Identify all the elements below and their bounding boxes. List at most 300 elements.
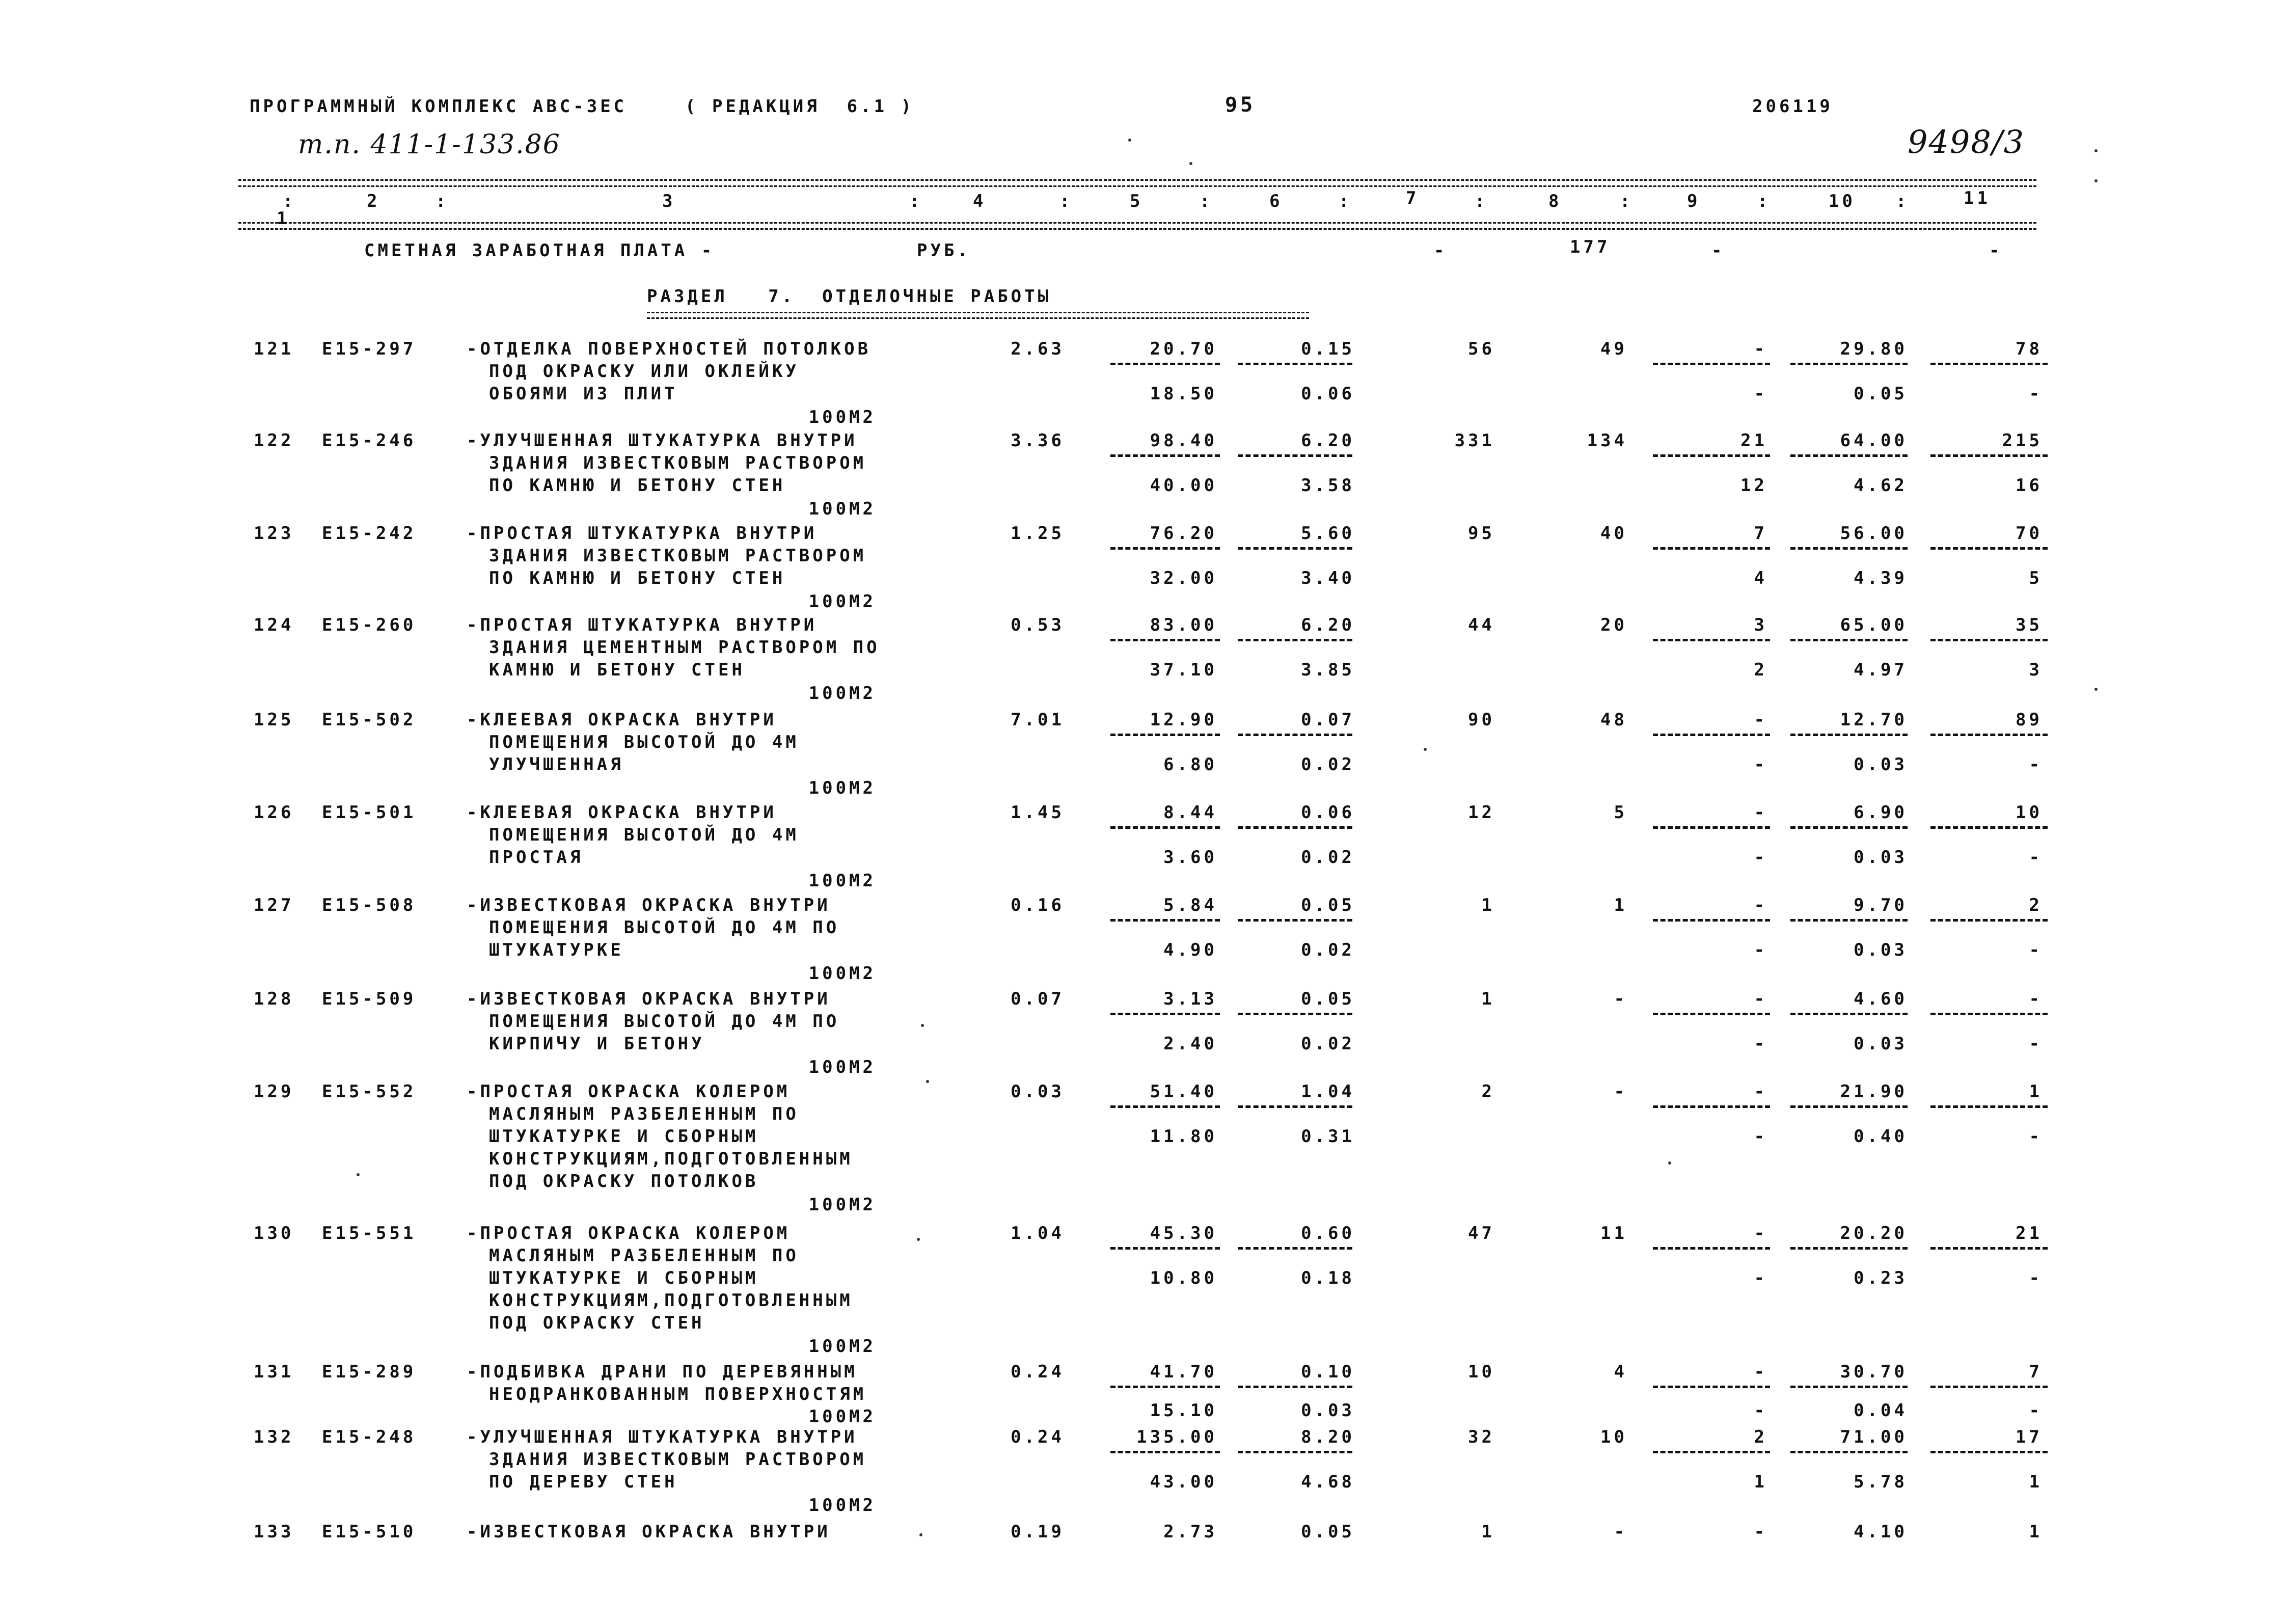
row-rule — [1653, 1105, 1770, 1108]
row-c6-top: 8.20 — [1301, 1427, 1355, 1447]
row-c11-top: 17 — [2016, 1427, 2043, 1447]
row-rule — [1790, 826, 1908, 829]
row-c10-top: 56.00 — [1840, 523, 1908, 544]
row-rule — [1110, 1013, 1220, 1015]
row-rule — [1653, 454, 1770, 457]
row-c9-top: - — [1754, 1081, 1767, 1102]
row-c11-bottom: - — [2029, 1268, 2043, 1288]
row-unit: 100М2 — [808, 1195, 876, 1215]
row-description-line: ПОМЕЩЕНИЯ ВЫСОТОЙ ДО 4М ПО — [489, 1011, 840, 1032]
row-code: E15-501 — [322, 802, 417, 823]
row-c8: 134 — [1587, 430, 1627, 451]
row-c5-top: 41.70 — [1150, 1362, 1217, 1382]
separator: : — [1475, 191, 1488, 211]
row-c5-bottom: 18.50 — [1150, 384, 1217, 404]
row-rule — [1790, 547, 1908, 550]
row-rule — [1790, 363, 1908, 365]
row-rule — [1110, 1451, 1220, 1453]
row-c9-top: - — [1754, 710, 1767, 730]
row-rule — [1790, 1013, 1908, 1015]
row-c8: - — [1614, 1081, 1627, 1102]
scan-speck — [919, 1533, 922, 1536]
row-code: E15-552 — [322, 1081, 417, 1102]
row-c6-bottom: 3.58 — [1301, 475, 1355, 496]
row-rule — [1930, 547, 2048, 550]
sheet-number: 9498/3 — [1908, 123, 2025, 160]
row-c6-bottom: 4.68 — [1301, 1472, 1355, 1492]
scan-speck — [917, 1238, 920, 1241]
row-rule — [1653, 1013, 1770, 1015]
row-rule — [1930, 919, 2048, 922]
row-c11-bottom: - — [2029, 754, 2043, 775]
row-c7: 56 — [1468, 339, 1495, 359]
scan-speck — [1189, 162, 1192, 165]
row-rule — [1110, 826, 1220, 829]
row-unit: 100М2 — [808, 1057, 876, 1077]
row-c8: - — [1614, 1522, 1627, 1542]
row-description-line: ПОД ОКРАСКУ ИЛИ ОКЛЕЙКУ — [489, 361, 799, 382]
row-description-line: -КЛЕЕВАЯ ОКРАСКА ВНУТРИ — [467, 710, 777, 730]
row-c11-bottom: 3 — [2029, 660, 2043, 680]
row-description-line: ЗДАНИЯ ИЗВЕСТКОВЫМ РАСТВОРОМ — [489, 1449, 867, 1470]
row-rule — [1238, 1013, 1352, 1015]
row-c11-bottom: - — [2029, 940, 2043, 960]
row-description-line: КОНСТРУКЦИЯМ,ПОДГОТОВЛЕННЫМ — [489, 1149, 853, 1169]
row-c7: 44 — [1468, 615, 1495, 635]
row-c7: 95 — [1468, 523, 1495, 544]
scan-speck — [2094, 688, 2098, 691]
row-rule — [1110, 1105, 1220, 1108]
row-description-line: ПОМЕЩЕНИЯ ВЫСОТОЙ ДО 4М ПО — [489, 917, 840, 938]
row-rule — [1238, 547, 1352, 550]
row-c10-bottom: 0.03 — [1854, 940, 1908, 960]
row-c6-bottom: 3.40 — [1301, 568, 1355, 588]
row-c7: 1 — [1481, 895, 1495, 915]
row-c5-top: 51.40 — [1150, 1081, 1217, 1102]
row-c9-bottom: 4 — [1754, 568, 1767, 588]
row-c11-bottom: - — [2029, 1034, 2043, 1054]
column-11: 11 — [1964, 188, 1991, 208]
row-rule — [1790, 1247, 1908, 1250]
row-code: E15-260 — [322, 615, 417, 635]
separator: : — [1200, 191, 1213, 211]
row-c6-top: 0.05 — [1301, 895, 1355, 915]
row-description-line: КОНСТРУКЦИЯМ,ПОДГОТОВЛЕННЫМ — [489, 1290, 853, 1311]
row-c9-top: - — [1754, 1223, 1767, 1243]
row-code: E15-248 — [322, 1427, 417, 1447]
scan-speck — [357, 1173, 360, 1176]
row-rule — [1790, 1105, 1908, 1108]
row-c9-bottom: - — [1754, 1268, 1767, 1288]
row-rule — [1930, 639, 2048, 641]
row-c10-bottom: 0.40 — [1854, 1126, 1908, 1147]
row-c10-top: 29.80 — [1840, 339, 1908, 359]
row-rule — [1790, 1451, 1908, 1453]
row-rule — [1790, 734, 1908, 736]
row-rule — [1930, 1013, 2048, 1015]
separator: : — [1059, 191, 1073, 211]
row-c10-top: 9.70 — [1854, 895, 1908, 915]
scan-speck — [926, 1080, 929, 1083]
row-c8: 49 — [1600, 339, 1627, 359]
separator: : — [1896, 191, 1910, 211]
scan-speck — [1128, 139, 1131, 142]
row-rule — [1110, 734, 1220, 736]
row-description-line: МАСЛЯНЫМ РАЗБЕЛЕННЫМ ПО — [489, 1246, 799, 1266]
row-c5-top: 45.30 — [1150, 1223, 1217, 1243]
row-quantity: 7.01 — [1011, 710, 1065, 730]
row-c5-top: 76.20 — [1150, 523, 1217, 544]
row-rule — [1930, 1386, 2048, 1388]
row-rule — [1110, 919, 1220, 922]
row-c10-bottom: 0.04 — [1854, 1400, 1908, 1421]
row-description-line: КИРПИЧУ И БЕТОНУ — [489, 1034, 705, 1054]
row-code: E15-242 — [322, 523, 417, 544]
row-c10-top: 65.00 — [1840, 615, 1908, 635]
separator: : — [1339, 191, 1352, 211]
row-c10-bottom: 4.62 — [1854, 475, 1908, 496]
row-number: 125 — [254, 710, 294, 730]
row-rule — [1110, 363, 1220, 365]
row-number: 129 — [254, 1081, 294, 1102]
row-description-line: НЕОДРАНКОВАННЫМ ПОВЕРХНОСТЯМ — [489, 1384, 867, 1404]
row-rule — [1930, 454, 2048, 457]
row-description-line: -ПРОСТАЯ ШТУКАТУРКА ВНУТРИ — [467, 615, 818, 635]
row-c7: 47 — [1468, 1223, 1495, 1243]
row-unit: 100М2 — [808, 1336, 876, 1357]
row-rule — [1653, 639, 1770, 641]
row-c5-bottom: 11.80 — [1150, 1126, 1217, 1147]
row-c5-top: 135.00 — [1136, 1427, 1217, 1447]
row-c10-top: 6.90 — [1854, 802, 1908, 823]
row-c11-top: 89 — [2016, 710, 2043, 730]
row-unit: 100М2 — [808, 499, 876, 519]
row-description-line: -ИЗВЕСТКОВАЯ ОКРАСКА ВНУТРИ — [467, 895, 831, 915]
row-c9-bottom: 12 — [1740, 475, 1767, 496]
row-quantity: 0.03 — [1011, 1081, 1065, 1102]
row-rule — [1238, 1247, 1352, 1250]
row-c5-bottom: 4.90 — [1163, 940, 1217, 960]
row-c9-bottom: - — [1754, 940, 1767, 960]
row-c6-bottom: 0.03 — [1301, 1400, 1355, 1421]
row-rule — [1930, 363, 2048, 365]
row-description-line: -ПРОСТАЯ ОКРАСКА КОЛЕРОМ — [467, 1081, 791, 1102]
section-title: РАЗДЕЛ 7. ОТДЕЛОЧНЫЕ РАБОТЫ — [647, 286, 1052, 307]
row-rule — [1238, 454, 1352, 457]
row-description-line: КАМНЮ И БЕТОНУ СТЕН — [489, 660, 745, 680]
row-quantity: 0.24 — [1011, 1427, 1065, 1447]
row-c10-bottom: 0.05 — [1854, 384, 1908, 404]
row-description-line: ПОД ОКРАСКУ СТЕН — [489, 1313, 705, 1333]
row-c11-top: 2 — [2029, 895, 2043, 915]
row-description-line: ШТУКАТУРКЕ — [489, 940, 624, 960]
row-rule — [1653, 1386, 1770, 1388]
row-c5-top: 12.90 — [1150, 710, 1217, 730]
row-unit: 100М2 — [808, 1495, 876, 1515]
row-description-line: ПО КАМНЮ И БЕТОНУ СТЕН — [489, 475, 786, 496]
row-c11-top: 21 — [2016, 1223, 2043, 1243]
row-number: 131 — [254, 1362, 294, 1382]
row-description-line: -ПРОСТАЯ ШТУКАТУРКА ВНУТРИ — [467, 523, 818, 544]
row-number: 126 — [254, 802, 294, 823]
row-c5-bottom: 15.10 — [1150, 1400, 1217, 1421]
row-rule — [1110, 454, 1220, 457]
row-c11-top: - — [2029, 989, 2043, 1009]
row-c10-bottom: 0.03 — [1854, 754, 1908, 775]
column-3: 3 — [662, 191, 676, 211]
column-5: 5 — [1130, 191, 1144, 211]
row-rule — [1653, 1247, 1770, 1250]
wage-unit: РУБ. — [917, 240, 971, 261]
row-description-line: ЗДАНИЯ ИЗВЕСТКОВЫМ РАСТВОРОМ — [489, 546, 867, 566]
row-description-line: ЗДАНИЯ ИЗВЕСТКОВЫМ РАСТВОРОМ — [489, 453, 867, 473]
row-code: E15-502 — [322, 710, 417, 730]
row-rule — [1238, 1386, 1352, 1388]
row-c6-top: 6.20 — [1301, 430, 1355, 451]
row-c5-bottom: 6.80 — [1163, 754, 1217, 775]
wage-c11: - — [1989, 240, 2003, 261]
row-code: E15-508 — [322, 895, 417, 915]
scan-speck — [2094, 179, 2098, 182]
row-c6-top: 5.60 — [1301, 523, 1355, 544]
row-c6-bottom: 0.31 — [1301, 1126, 1355, 1147]
row-c9-top: - — [1754, 802, 1767, 823]
separator: : — [283, 191, 296, 211]
column-6: 6 — [1269, 191, 1283, 211]
row-c9-top: - — [1754, 339, 1767, 359]
row-unit: 100М2 — [808, 591, 876, 612]
row-c9-top: 2 — [1754, 1427, 1767, 1447]
row-c9-bottom: - — [1754, 754, 1767, 775]
row-number: 122 — [254, 430, 294, 451]
edition-label: ( РЕДАКЦИЯ 6.1 ) — [685, 96, 914, 117]
row-c8: 4 — [1614, 1362, 1627, 1382]
row-c10-top: 30.70 — [1840, 1362, 1908, 1382]
row-description-line: -ИЗВЕСТКОВАЯ ОКРАСКА ВНУТРИ — [467, 1522, 831, 1542]
row-number: 130 — [254, 1223, 294, 1243]
row-quantity: 1.25 — [1011, 523, 1065, 544]
row-rule — [1790, 454, 1908, 457]
row-rule — [1930, 1451, 2048, 1453]
row-number: 124 — [254, 615, 294, 635]
row-quantity: 0.16 — [1011, 895, 1065, 915]
row-description-line: ПОМЕЩЕНИЯ ВЫСОТОЙ ДО 4М — [489, 732, 799, 752]
row-c11-top: 215 — [2002, 430, 2043, 451]
row-c10-top: 4.60 — [1854, 989, 1908, 1009]
row-rule — [1930, 1247, 2048, 1250]
row-c8: 20 — [1600, 615, 1627, 635]
row-c9-bottom: - — [1754, 847, 1767, 868]
row-rule — [1790, 639, 1908, 641]
row-rule — [1110, 1386, 1220, 1388]
row-c11-top: 78 — [2016, 339, 2043, 359]
row-description-line: -ИЗВЕСТКОВАЯ ОКРАСКА ВНУТРИ — [467, 989, 831, 1009]
row-rule — [1238, 734, 1352, 736]
row-c6-bottom: 0.02 — [1301, 1034, 1355, 1054]
row-number: 123 — [254, 523, 294, 544]
row-quantity: 0.19 — [1011, 1522, 1065, 1542]
row-c10-bottom: 0.03 — [1854, 847, 1908, 868]
row-description-line: ЗДАНИЯ ЦЕМЕНТНЫМ РАСТВОРОМ ПО — [489, 637, 880, 658]
project-number: т.п. 411-1-133.86 — [298, 129, 561, 160]
row-quantity: 0.07 — [1011, 989, 1065, 1009]
row-description-line: ПРОСТАЯ — [489, 847, 584, 868]
row-c10-bottom: 0.23 — [1854, 1268, 1908, 1288]
row-c6-top: 0.10 — [1301, 1362, 1355, 1382]
row-c9-bottom: - — [1754, 384, 1767, 404]
row-c10-top: 12.70 — [1840, 710, 1908, 730]
row-c5-top: 2.73 — [1163, 1522, 1217, 1542]
row-c5-top: 5.84 — [1163, 895, 1217, 915]
scan-speck — [921, 1024, 924, 1027]
row-c5-top: 3.13 — [1163, 989, 1217, 1009]
column-4: 4 — [973, 191, 987, 211]
row-code: E15-510 — [322, 1522, 417, 1542]
row-description-line: ОБОЯМИ ИЗ ПЛИТ — [489, 384, 678, 404]
row-rule — [1238, 1451, 1352, 1453]
separator: : — [1620, 191, 1634, 211]
page-number: 95 — [1225, 93, 1256, 117]
row-code: E15-246 — [322, 430, 417, 451]
row-c7: 90 — [1468, 710, 1495, 730]
row-c8: 10 — [1600, 1427, 1627, 1447]
row-c11-bottom: - — [2029, 1400, 2043, 1421]
row-c7: 12 — [1468, 802, 1495, 823]
row-number: 121 — [254, 339, 294, 359]
row-c6-top: 0.05 — [1301, 1522, 1355, 1542]
row-number: 133 — [254, 1522, 294, 1542]
header-rule-top — [238, 179, 2036, 187]
row-c9-top: 7 — [1754, 523, 1767, 544]
row-c6-top: 0.06 — [1301, 802, 1355, 823]
row-description-line: МАСЛЯНЫМ РАЗБЕЛЕННЫМ ПО — [489, 1104, 799, 1124]
row-code: E15-289 — [322, 1362, 417, 1382]
row-c6-top: 0.60 — [1301, 1223, 1355, 1243]
scan-speck — [1668, 1161, 1671, 1165]
row-c7: 1 — [1481, 1522, 1495, 1542]
row-c11-bottom: - — [2029, 847, 2043, 868]
row-c11-bottom: - — [2029, 384, 2043, 404]
row-quantity: 0.53 — [1011, 615, 1065, 635]
row-c10-top: 64.00 — [1840, 430, 1908, 451]
row-description-line: ШТУКАТУРКЕ И СБОРНЫМ — [489, 1126, 759, 1147]
row-c9-bottom: - — [1754, 1400, 1767, 1421]
row-c10-bottom: 4.39 — [1854, 568, 1908, 588]
row-c5-bottom: 3.60 — [1163, 847, 1217, 868]
row-rule — [1110, 639, 1220, 641]
row-c9-bottom: 1 — [1754, 1472, 1767, 1492]
row-c6-bottom: 3.85 — [1301, 660, 1355, 680]
row-c10-top: 20.20 — [1840, 1223, 1908, 1243]
row-rule — [1790, 1386, 1908, 1388]
wage-c9: - — [1711, 240, 1725, 261]
row-description-line: ПОД ОКРАСКУ ПОТОЛКОВ — [489, 1171, 759, 1192]
column-2: 2 — [367, 191, 380, 211]
row-unit: 100М2 — [808, 778, 876, 798]
row-description-line: ПО КАМНЮ И БЕТОНУ СТЕН — [489, 568, 786, 588]
row-c10-bottom: 4.97 — [1854, 660, 1908, 680]
row-c9-top: 21 — [1740, 430, 1767, 451]
row-rule — [1653, 547, 1770, 550]
row-c11-top: 1 — [2029, 1081, 2043, 1102]
row-rule — [1930, 826, 2048, 829]
row-c6-bottom: 0.02 — [1301, 940, 1355, 960]
row-description-line: ПО ДЕРЕВУ СТЕН — [489, 1472, 678, 1492]
row-quantity: 1.04 — [1011, 1223, 1065, 1243]
row-c10-top: 21.90 — [1840, 1081, 1908, 1102]
wage-label: СМЕТНАЯ ЗАРАБОТНАЯ ПЛАТА - — [364, 240, 715, 261]
row-quantity: 0.24 — [1011, 1362, 1065, 1382]
row-c6-top: 0.05 — [1301, 989, 1355, 1009]
column-1: 1 — [276, 208, 290, 229]
row-c11-top: 35 — [2016, 615, 2043, 635]
row-rule — [1238, 639, 1352, 641]
row-description-line: -ОТДЕЛКА ПОВЕРХНОСТЕЙ ПОТОЛКОВ — [467, 339, 872, 359]
row-rule — [1653, 919, 1770, 922]
row-c6-bottom: 0.02 — [1301, 754, 1355, 775]
row-c9-top: - — [1754, 989, 1767, 1009]
row-c11-bottom: 16 — [2016, 475, 2043, 496]
row-c5-bottom: 40.00 — [1150, 475, 1217, 496]
row-c6-top: 1.04 — [1301, 1081, 1355, 1102]
row-c7: 2 — [1481, 1081, 1495, 1102]
row-c5-bottom: 2.40 — [1163, 1034, 1217, 1054]
row-description-line: -ПОДБИВКА ДРАНИ ПО ДЕРЕВЯННЫМ — [467, 1362, 858, 1382]
row-c10-top: 4.10 — [1854, 1522, 1908, 1542]
header-rule-bottom — [238, 222, 2036, 230]
row-rule — [1238, 919, 1352, 922]
separator: : — [909, 191, 923, 211]
row-code: E15-509 — [322, 989, 417, 1009]
row-c10-bottom: 5.78 — [1854, 1472, 1908, 1492]
row-c8: 40 — [1600, 523, 1627, 544]
row-c9-bottom: - — [1754, 1126, 1767, 1147]
scan-speck — [2094, 149, 2098, 152]
row-c11-top: 7 — [2029, 1362, 2043, 1382]
row-c8: 1 — [1614, 895, 1627, 915]
row-c9-top: - — [1754, 1362, 1767, 1382]
row-rule — [1653, 363, 1770, 365]
row-c7: 32 — [1468, 1427, 1495, 1447]
row-c6-top: 0.07 — [1301, 710, 1355, 730]
row-c9-bottom: - — [1754, 1034, 1767, 1054]
row-description-line: -ПРОСТАЯ ОКРАСКА КОЛЕРОМ — [467, 1223, 791, 1243]
row-c11-top: 70 — [2016, 523, 2043, 544]
row-quantity: 1.45 — [1011, 802, 1065, 823]
row-c5-top: 98.40 — [1150, 430, 1217, 451]
row-description-line: УЛУЧШЕННАЯ — [489, 754, 624, 775]
row-rule — [1930, 734, 2048, 736]
row-c8: 11 — [1600, 1223, 1627, 1243]
row-rule — [1110, 547, 1220, 550]
row-unit: 100М2 — [808, 963, 876, 984]
row-c11-top: 1 — [2029, 1522, 2043, 1542]
row-c7: 1 — [1481, 989, 1495, 1009]
row-c10-bottom: 0.03 — [1854, 1034, 1908, 1054]
row-c9-bottom: 2 — [1754, 660, 1767, 680]
row-c9-top: - — [1754, 895, 1767, 915]
row-c5-bottom: 32.00 — [1150, 568, 1217, 588]
document-code: 206119 — [1752, 96, 1833, 117]
separator: : — [436, 191, 449, 211]
wage-c8: 177 — [1570, 237, 1611, 257]
row-description-line: -УЛУЧШЕННАЯ ШТУКАТУРКА ВНУТРИ — [467, 1427, 858, 1447]
row-unit: 100М2 — [808, 1406, 876, 1427]
row-c11-top: 10 — [2016, 802, 2043, 823]
row-c5-bottom: 37.10 — [1150, 660, 1217, 680]
row-c6-bottom: 0.02 — [1301, 847, 1355, 868]
row-rule — [1238, 1105, 1352, 1108]
